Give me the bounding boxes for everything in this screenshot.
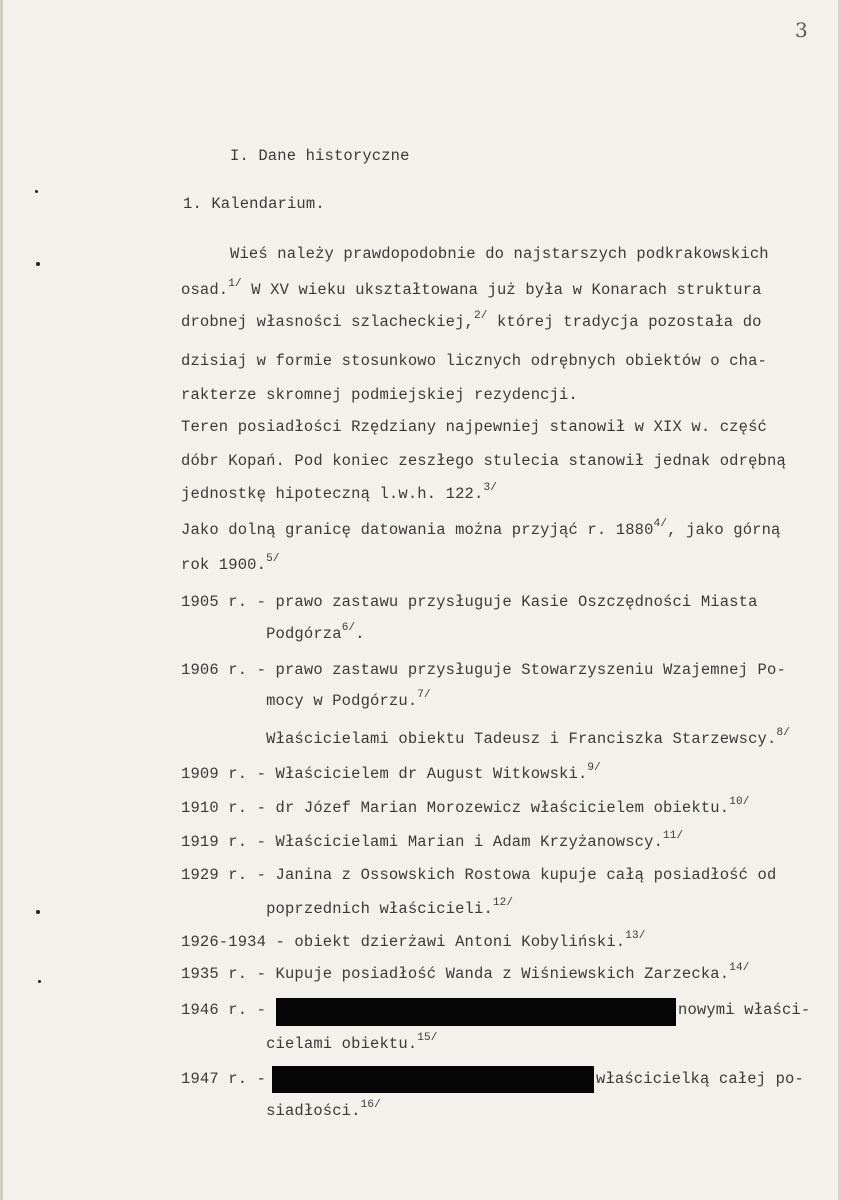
timeline-entry: 1906 r. - prawo zastawu przysługuje Stowarzyszeniu Wzajemnej Po- bbox=[181, 661, 786, 679]
margin-mark bbox=[38, 980, 41, 983]
timeline-entry: 1919 r. - Właścicielami Marian i Adam Krzyżanowscy.$^{11/}$ bbox=[181, 830, 684, 851]
footnote-ref: 3/ bbox=[483, 482, 497, 494]
timeline-entry: poprzednich właścicieli.$^{12/}$ bbox=[181, 897, 514, 918]
footnote-ref: 12/ bbox=[492, 897, 514, 909]
footnote-ref: 11/ bbox=[663, 830, 684, 842]
text-line: Jako dolną granicę datowania można przyjąć r. $1880^{4/}$, jako górną bbox=[181, 518, 781, 539]
footnote-ref: 8/ bbox=[776, 727, 790, 739]
text-line: cielami obiektu.$^{15/}$ bbox=[181, 1032, 438, 1053]
text-line: jednostkę hipoteczną l.w.h. 122.$^{3/}$ bbox=[181, 482, 497, 503]
margin-mark bbox=[36, 262, 40, 266]
timeline-entry: 1905 r. - prawo zastawu przysługuje Kasie Oszczędności Miasta bbox=[181, 593, 758, 611]
footnote-ref: 1/ bbox=[228, 278, 242, 290]
timeline-entry: 1935 r. - Kupuje posiadłość Wanda z Wiśniewskich Zarzecka.$^{14/}$ bbox=[181, 962, 750, 983]
text-line: rakterze skromnej podmiejskiej rezydencji. bbox=[181, 386, 578, 404]
footnote-ref: 16/ bbox=[360, 1099, 381, 1111]
text-line: właścicielką całej po- bbox=[596, 1070, 804, 1088]
footnote-ref: 6/ bbox=[341, 622, 356, 634]
margin-mark bbox=[36, 910, 40, 914]
margin-mark bbox=[35, 190, 38, 193]
timeline-entry: 1929 r. - Janina z Ossowskich Rostowa kupuje całą posiadłość od bbox=[181, 866, 777, 884]
text-line: osad.$^{1/}$ W XV wieku ukształtowana już była w Konarach struktura bbox=[181, 278, 762, 299]
footnote-ref: 2/ bbox=[474, 310, 488, 322]
text-line: dzisiaj w formie stosunkowo licznych odrębnych obiektów o cha- bbox=[181, 352, 767, 370]
footnote-ref: 7/ bbox=[417, 689, 431, 701]
text-line: drobnej własności szlacheckiej,$^{2/}$ której tradycja pozostała do bbox=[181, 310, 762, 331]
text-line: siadłości.$^{16/}$ bbox=[181, 1099, 381, 1120]
section-heading: I. Dane historyczne bbox=[230, 147, 410, 165]
footnote-ref: 14/ bbox=[729, 962, 750, 974]
footnote-ref: 5/ bbox=[266, 553, 280, 565]
footnote-ref: 4/ bbox=[653, 518, 668, 530]
timeline-entry: Właścicielami obiektu Tadeusz i Franciszka Starzewscy.$^{8/}$ bbox=[181, 727, 790, 748]
timeline-entry: 1946 r. - bbox=[181, 1001, 267, 1019]
timeline-entry: 1947 r. - bbox=[181, 1070, 267, 1088]
text-line: Wieś należy prawdopodobnie do najstarszych podkrakowskich bbox=[230, 245, 769, 263]
timeline-entry: 1910 r. - dr Józef Marian Morozewicz właścicielem obiektu.$^{10/}$ bbox=[181, 796, 750, 817]
timeline-entry: Podgórza$^{6/}$. bbox=[181, 622, 365, 643]
subsection-heading: 1. Kalendarium. bbox=[183, 195, 325, 213]
text-line: dóbr Kopań. Pod koniec zeszłego stulecia stanowił jednak odrębną bbox=[181, 452, 786, 470]
page-number: 3 bbox=[795, 18, 808, 42]
redaction-bar bbox=[272, 1066, 594, 1093]
text-line: Teren posiadłości Rzędziany najpewniej stanowił w XIX w. część bbox=[181, 418, 767, 436]
redaction-bar bbox=[276, 998, 676, 1026]
footnote-ref: 9/ bbox=[587, 762, 601, 774]
footnote-ref: 10/ bbox=[729, 796, 750, 808]
timeline-entry: 1909 r. - Właścicielem dr August Witkowski.$^{9/}$ bbox=[181, 762, 601, 783]
timeline-entry: 1926-1934 - obiekt dzierżawi Antoni Kobyliński.$^{13/}$ bbox=[181, 930, 646, 951]
footnote-ref: 13/ bbox=[625, 930, 646, 942]
footnote-ref: 15/ bbox=[417, 1032, 438, 1044]
timeline-entry: mocy w Podgórzu.$^{7/}$ bbox=[181, 689, 431, 710]
text-line: rok 1900.$^{5/}$ bbox=[181, 553, 280, 574]
page-edge-left bbox=[0, 0, 3, 1200]
text-line: nowymi właści- bbox=[678, 1001, 811, 1019]
